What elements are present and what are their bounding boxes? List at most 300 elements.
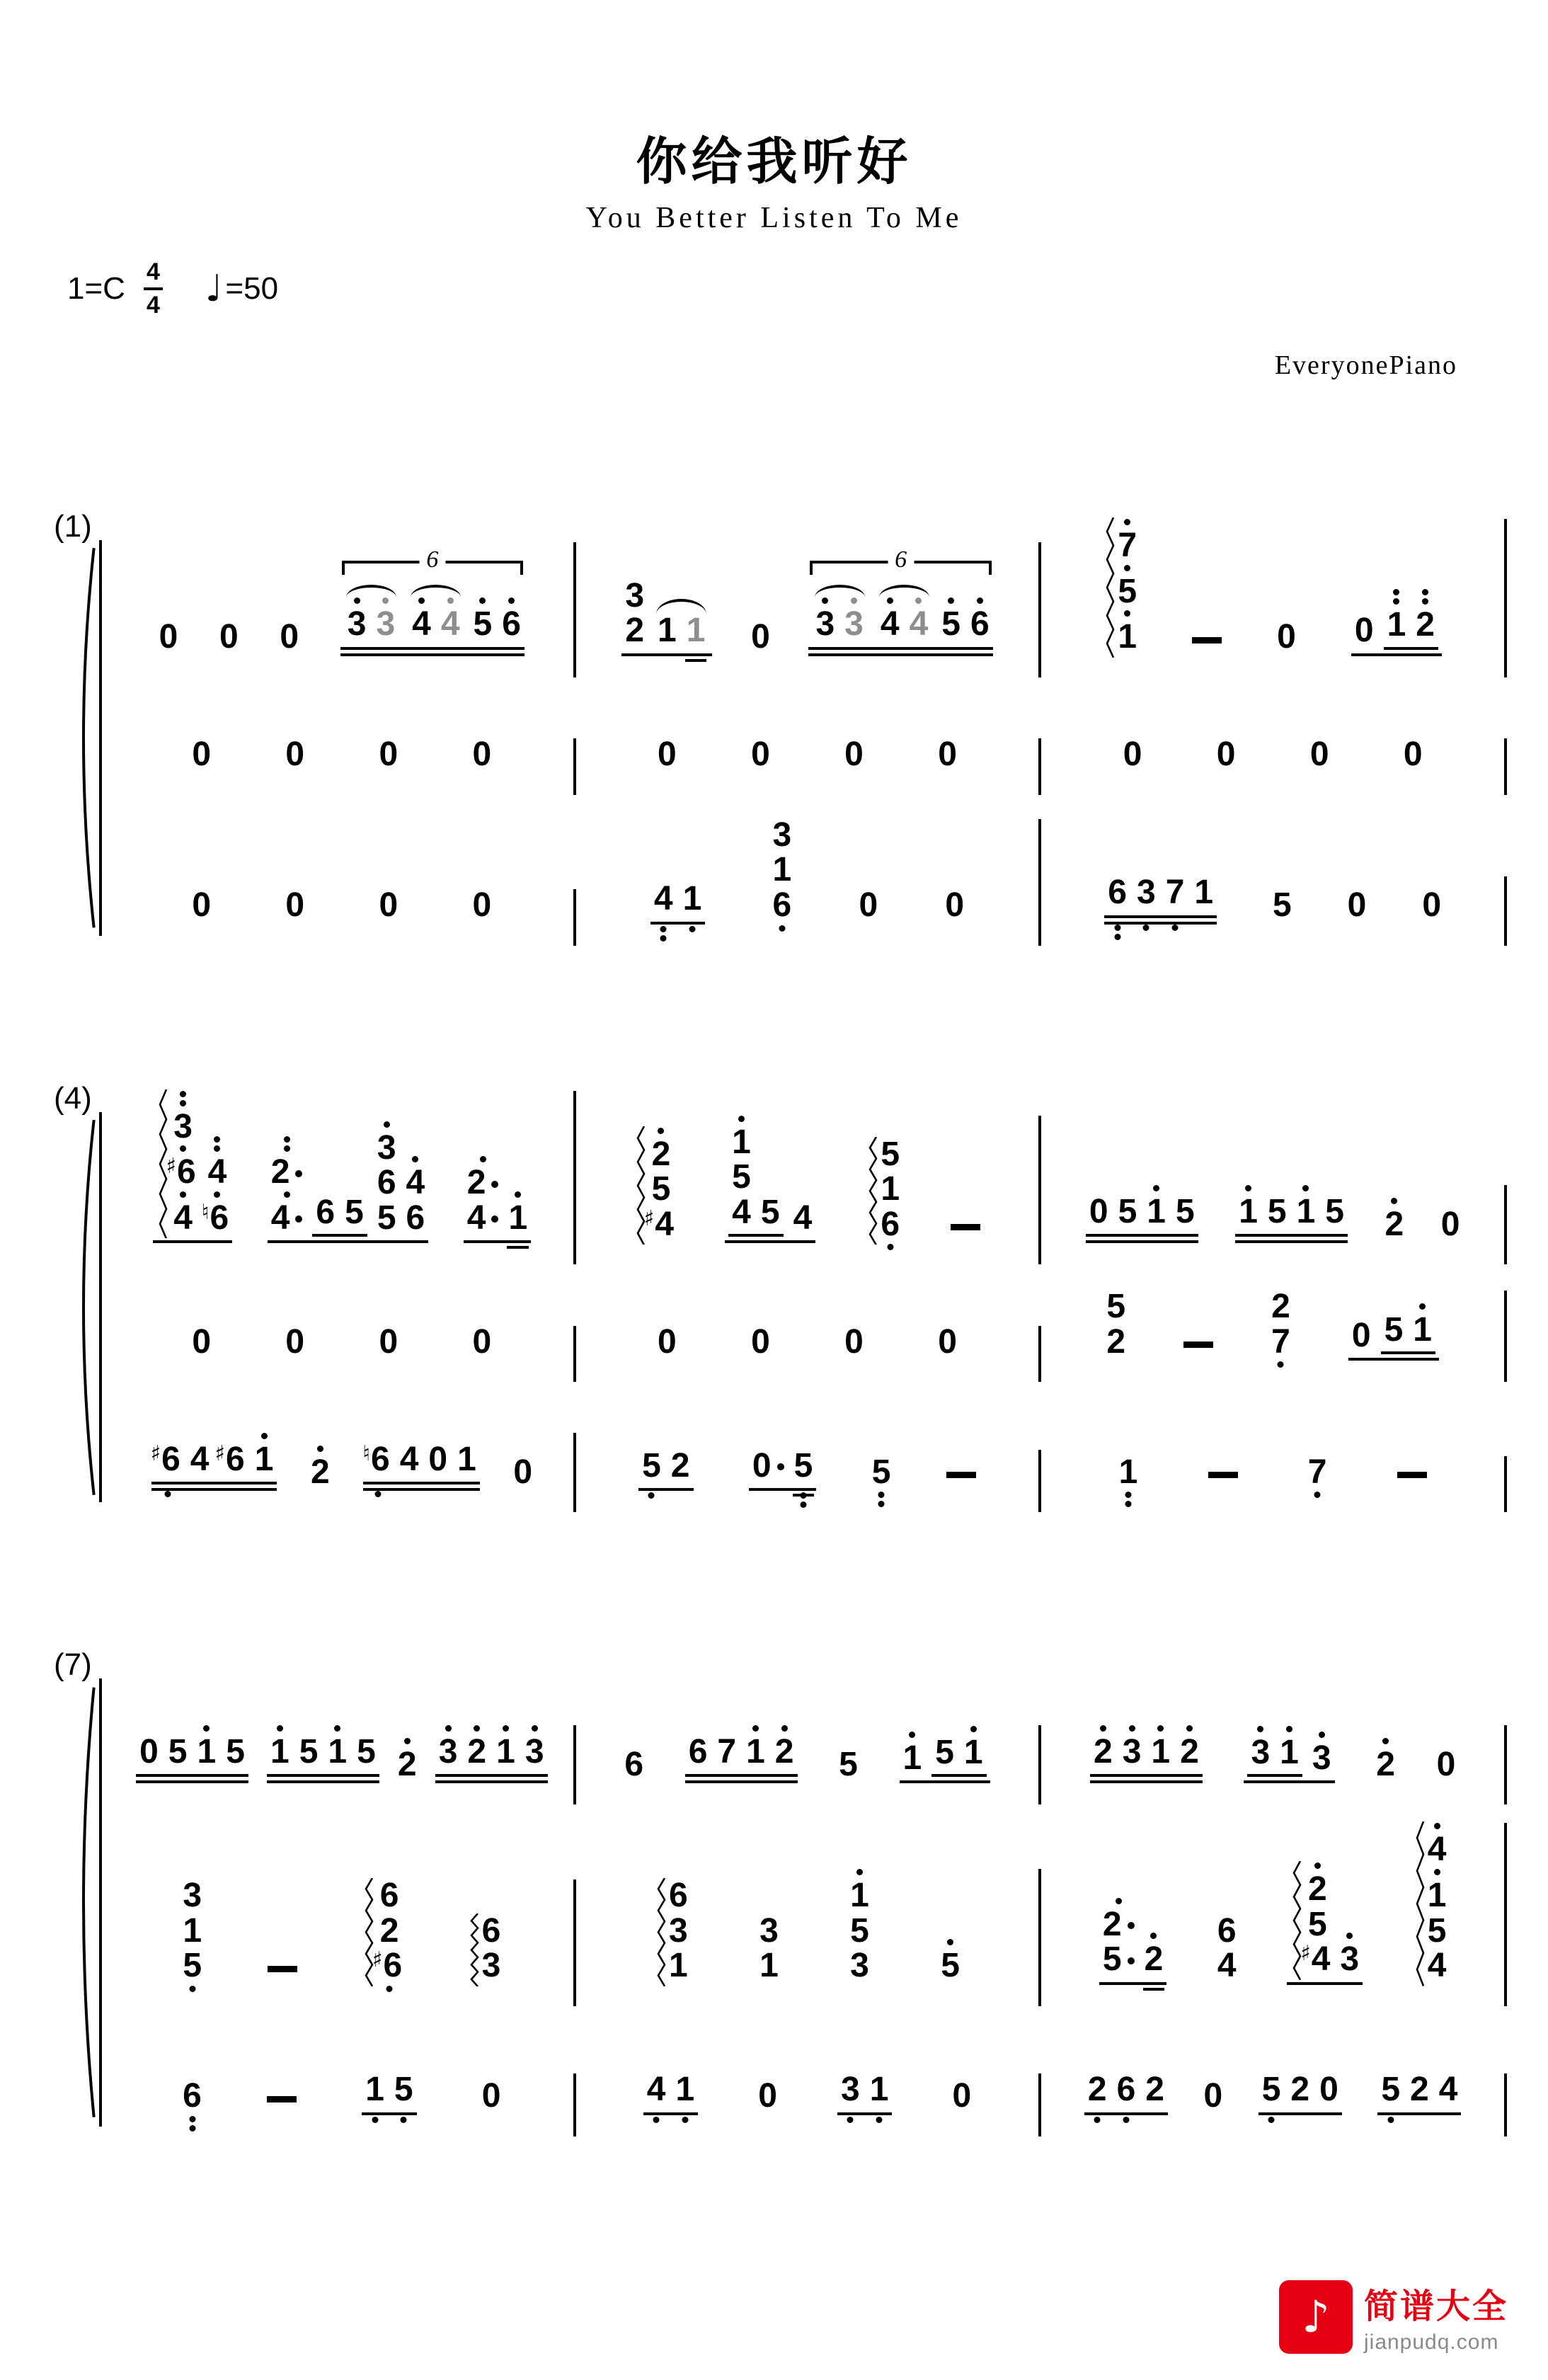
octave-dots-above — [1100, 1725, 1106, 1732]
note-number: 0 — [219, 618, 239, 656]
octave-dot — [1302, 1185, 1309, 1191]
rest-note — [938, 1322, 957, 1361]
note-figure — [624, 1745, 644, 1783]
note-figure — [1347, 886, 1367, 924]
octave-dot — [214, 1145, 220, 1152]
octave-dots-above — [1382, 1738, 1389, 1744]
note-figure — [1116, 2071, 1136, 2109]
chord — [625, 576, 645, 650]
octave-dot — [1129, 1725, 1135, 1732]
note — [1251, 1726, 1270, 1772]
octave-dots-above — [1302, 1185, 1309, 1191]
note-number: 4 — [880, 605, 900, 643]
note-number: 7 — [1165, 873, 1185, 911]
rest-note — [1277, 618, 1296, 656]
beam-group — [153, 1091, 233, 1244]
note-number: 5 — [1118, 572, 1137, 610]
note — [299, 1732, 319, 1771]
octave-dot — [887, 1244, 893, 1250]
rest-note — [379, 886, 399, 925]
octave-dots-above — [382, 597, 389, 604]
note-number: 1 — [1413, 1310, 1432, 1349]
note-figure — [945, 886, 965, 924]
dash-note — [1208, 1472, 1238, 1478]
note-number: 5 — [1175, 1192, 1195, 1230]
note-number: 0 — [481, 2077, 501, 2115]
note-figure — [938, 1322, 957, 1361]
watermark — [1279, 2279, 1508, 2355]
octave-dot — [401, 2117, 407, 2123]
dash-note — [267, 2096, 297, 2102]
octave-dot — [1114, 934, 1120, 940]
note-figure — [648, 1128, 674, 1171]
measure — [576, 2073, 1042, 2136]
note-number: 5 — [1427, 1911, 1447, 1950]
octave-dot — [970, 1726, 977, 1732]
note-figure — [357, 1732, 376, 1770]
note-figure — [625, 576, 645, 614]
note-figure — [669, 1947, 688, 1985]
octave-dot — [977, 597, 983, 604]
arranger-credit: EveryonePiano — [1274, 350, 1457, 380]
note-figure — [688, 1732, 708, 1770]
note-figure — [1280, 1726, 1299, 1769]
rest-note — [285, 886, 305, 925]
octave-dots-above — [1346, 1933, 1353, 1939]
middle-voice-line — [110, 696, 1507, 795]
octave-dot — [781, 1725, 788, 1732]
note-figure — [1312, 1732, 1331, 1775]
note-figure — [844, 597, 864, 641]
octave-dots-above — [1124, 610, 1130, 617]
note — [316, 1193, 336, 1232]
note-number: 0 — [472, 886, 492, 924]
note-figure — [1427, 1947, 1447, 1985]
note-figure — [881, 1205, 900, 1243]
tuplet-number: 6 — [888, 547, 914, 573]
note-number: 4 — [1217, 1947, 1237, 1985]
accidental-icon: ♮ — [201, 1199, 210, 1225]
octave-dot — [532, 1725, 538, 1732]
note-figure — [1267, 1192, 1287, 1230]
note-number: 1 — [902, 1739, 922, 1777]
note-figure — [513, 1453, 533, 1491]
beam-group — [136, 1725, 248, 1784]
octave-dots-above — [851, 597, 857, 604]
rest-note — [280, 618, 299, 656]
note-figure — [508, 1191, 527, 1235]
chord — [1271, 1288, 1290, 1361]
note — [328, 1725, 347, 1771]
octave-dots-above — [503, 1725, 509, 1732]
note-figure — [815, 597, 835, 641]
measure — [110, 2073, 576, 2136]
note-figure — [1273, 886, 1292, 924]
octave-dots-above — [1319, 1732, 1325, 1738]
note-number: 1 — [669, 1947, 688, 1985]
note-figure — [192, 736, 212, 774]
note-figure — [1305, 1863, 1330, 1906]
note-figure — [648, 1170, 674, 1208]
note-figure — [439, 1725, 458, 1768]
note-number: 0 — [1347, 886, 1367, 924]
accidental-icon: ♯ — [166, 1154, 177, 1179]
octave-dot — [372, 2117, 378, 2123]
octave-dot — [1286, 1726, 1292, 1732]
measure — [1041, 519, 1507, 677]
note — [1145, 1933, 1164, 1979]
note-figure — [751, 736, 770, 774]
note-figure — [642, 1446, 661, 1484]
note-number: 1 — [1147, 1192, 1166, 1230]
tuplet-number: 6 — [419, 547, 445, 573]
system-brace — [69, 1678, 98, 2126]
note-figure — [270, 1725, 289, 1768]
beam-group — [1084, 2073, 1168, 2115]
note-figure — [271, 1191, 303, 1235]
beam-group — [749, 1446, 816, 1492]
note — [183, 2077, 202, 2115]
note-figure — [285, 1322, 305, 1361]
note-figure — [1300, 1940, 1331, 1979]
note-figure — [190, 1440, 210, 1478]
note-figure — [271, 1136, 303, 1189]
note-figure — [1354, 612, 1374, 650]
note-number: 3 — [1136, 873, 1156, 911]
dash-note — [1192, 637, 1222, 643]
measure — [1041, 738, 1507, 795]
octave-dot — [752, 1725, 759, 1732]
beam-group — [464, 1156, 531, 1243]
note — [687, 614, 706, 650]
octave-dot — [876, 2117, 883, 2123]
augmentation-dot — [295, 1170, 302, 1177]
note-number: 6 — [1108, 873, 1127, 911]
octave-dots-above — [418, 597, 425, 604]
note — [1439, 2073, 1458, 2109]
octave-dot — [948, 597, 954, 604]
note-number: 0 — [1089, 1192, 1108, 1230]
note — [1108, 873, 1127, 912]
system — [54, 509, 1507, 946]
note-figure — [670, 1446, 690, 1484]
note-number: 1 — [682, 879, 702, 917]
chord — [881, 1135, 900, 1244]
octave-dot — [1391, 1198, 1397, 1204]
chord — [1118, 519, 1137, 656]
octave-dots-above — [1391, 1198, 1397, 1204]
note-figure — [1251, 1726, 1270, 1769]
note — [399, 1440, 419, 1479]
quarter-note-icon: ♩ — [205, 268, 223, 310]
beam-group — [362, 1440, 480, 1492]
chord — [372, 1876, 403, 1985]
note — [474, 597, 493, 643]
note-number: 1 — [675, 2071, 695, 2109]
octave-dot — [375, 1491, 382, 1497]
chord — [772, 816, 792, 925]
rest-note — [658, 1322, 677, 1361]
note-number: 0 — [1436, 1745, 1456, 1783]
octave-dot — [653, 2117, 660, 2123]
note-figure — [964, 1726, 983, 1769]
octave-dots-above — [909, 1732, 915, 1738]
note-number: 4 — [270, 1198, 290, 1237]
note-number: 1 — [270, 1732, 289, 1770]
octave-dots-above — [214, 1136, 220, 1152]
note-figure — [1413, 1303, 1432, 1349]
octave-dots-below — [1125, 1492, 1131, 1507]
dash-note — [951, 1224, 980, 1230]
beam-group — [1381, 1303, 1435, 1355]
note-number: 3 — [347, 605, 367, 643]
octave-dots-below — [887, 1244, 893, 1250]
note — [1165, 873, 1185, 912]
octave-dots-below — [1387, 2117, 1394, 2123]
note-number: 1 — [1296, 1192, 1316, 1230]
octave-dots-above — [1153, 1185, 1159, 1191]
measure — [110, 1876, 576, 2006]
key-signature-row — [67, 256, 1481, 321]
octave-dots-below — [1278, 1361, 1284, 1368]
octave-dot — [284, 1136, 290, 1143]
note — [1410, 2073, 1429, 2109]
note-number: 1 — [365, 2071, 384, 2109]
octave-dot — [284, 1145, 290, 1152]
note-figure — [732, 1193, 751, 1231]
beam-group — [435, 1725, 548, 1784]
system — [54, 1080, 1507, 1513]
note-number: 0 — [428, 1440, 448, 1478]
note-number: 1 — [197, 1732, 217, 1770]
note-number: 1 — [1387, 606, 1406, 644]
note-figure — [311, 1446, 330, 1489]
note — [658, 614, 677, 650]
octave-dots-above — [887, 597, 893, 604]
bass-line — [110, 2030, 1507, 2136]
note-number: 0 — [952, 2077, 972, 2115]
note-figure — [1106, 1322, 1126, 1361]
octave-dot — [1434, 1823, 1440, 1829]
note — [226, 1732, 245, 1771]
note — [647, 2073, 666, 2109]
note — [362, 1440, 390, 1479]
note-number: 2 — [311, 1453, 330, 1491]
octave-dot — [660, 935, 667, 942]
octave-dots-above — [752, 1725, 759, 1732]
note-figure — [1194, 873, 1214, 911]
octave-dots-below — [401, 2117, 407, 2123]
note — [970, 597, 990, 643]
note-figure — [377, 1911, 402, 1950]
note-number: 0 — [192, 1322, 212, 1361]
rest-note — [658, 738, 677, 774]
note-figure — [472, 736, 492, 774]
note-number: 1 — [328, 1732, 348, 1770]
rest-note — [938, 738, 957, 774]
note-number: 0 — [1354, 612, 1374, 650]
octave-dot — [386, 1986, 393, 1992]
octave-dot — [445, 1725, 452, 1732]
system-barline — [99, 1112, 102, 1503]
note-number: 4 — [653, 879, 673, 917]
note-number: 3 — [1122, 1732, 1142, 1770]
note-figure — [669, 1911, 688, 1950]
note-figure — [1180, 1725, 1199, 1768]
octave-dot — [382, 597, 389, 604]
octave-dot — [1125, 1501, 1131, 1507]
note-number: 4 — [399, 1440, 419, 1478]
site-name: 简谱大全 — [1363, 2288, 1508, 2325]
rest-note — [1440, 1205, 1460, 1244]
note — [1273, 886, 1292, 925]
note-figure — [910, 597, 929, 641]
note-number: 2 — [1376, 1745, 1395, 1783]
octave-dots-above — [532, 1725, 538, 1732]
note-number: 2 — [270, 1153, 290, 1191]
note-figure — [1428, 1869, 1447, 1912]
measure — [110, 1725, 576, 1805]
note-figure — [1102, 1940, 1135, 1979]
note-number: 0 — [1277, 618, 1296, 656]
note-number: 5 — [394, 2071, 413, 2109]
note-number: 0 — [658, 736, 677, 774]
octave-dots-above — [977, 597, 983, 604]
accidental-icon: ♯ — [150, 1441, 161, 1466]
note-number: 2 — [466, 1164, 486, 1202]
note-number: 6 — [624, 1745, 644, 1783]
middle-voice-line — [110, 1283, 1507, 1382]
measure — [1041, 873, 1507, 946]
octave-dot — [354, 597, 360, 604]
note-figure — [1290, 2071, 1310, 2109]
octave-dot — [1150, 1933, 1157, 1939]
note — [775, 1725, 794, 1771]
note-figure — [844, 1322, 864, 1361]
rest-note — [379, 1322, 399, 1361]
augmentation-dot — [295, 1215, 302, 1223]
chord — [166, 1091, 196, 1237]
note-figure — [1387, 589, 1406, 644]
octave-dots-above — [284, 1191, 290, 1198]
note-figure — [841, 2071, 860, 2109]
beam-group — [1287, 1863, 1363, 1985]
note-figure — [316, 1193, 336, 1231]
octave-dots-above — [261, 1433, 268, 1439]
note-figure — [376, 597, 395, 641]
note-figure — [365, 2071, 384, 2109]
rest-note — [219, 618, 239, 656]
note — [793, 1446, 813, 1485]
note-figure — [201, 1191, 229, 1237]
octave-dots-above — [1129, 1725, 1135, 1732]
octave-dot — [214, 1136, 220, 1143]
octave-dot — [1422, 589, 1428, 595]
note — [1290, 2073, 1309, 2109]
note-number: 3 — [850, 1947, 869, 1985]
note-number: 1 — [1280, 1733, 1299, 1771]
note-number: 1 — [1151, 1732, 1171, 1770]
note — [525, 1725, 544, 1771]
octave-dot — [660, 926, 667, 932]
augmentation-dot — [491, 1181, 498, 1188]
measure — [110, 1433, 576, 1513]
octave-dots-above — [277, 1725, 283, 1732]
note-figure — [166, 1145, 196, 1191]
octave-dots-above — [856, 1869, 863, 1875]
octave-dots-above — [180, 1145, 186, 1152]
octave-dots-above — [1419, 1303, 1426, 1310]
beam-group — [1086, 1185, 1198, 1244]
note-figure — [1297, 1185, 1316, 1228]
octave-dot — [418, 597, 425, 604]
note-figure — [952, 2077, 972, 2115]
augmentation-dot — [1128, 1922, 1135, 1929]
note-figure — [348, 597, 367, 641]
octave-dots-above — [1150, 1933, 1157, 1939]
measure — [110, 738, 576, 795]
time-signature — [144, 258, 163, 319]
octave-dot — [1419, 1303, 1426, 1310]
measure — [1041, 1725, 1507, 1805]
note-number: 2 — [1290, 2071, 1310, 2109]
chord — [406, 1156, 425, 1237]
note — [398, 1738, 417, 1784]
octave-dots-below — [1143, 925, 1149, 931]
system-brace — [69, 1112, 98, 1503]
note-number: 4 — [655, 1205, 675, 1243]
beam-group — [621, 576, 712, 656]
note-figure — [377, 1121, 396, 1165]
note — [670, 1446, 690, 1485]
beam-group — [312, 1193, 367, 1237]
octave-dot — [689, 926, 695, 932]
rest-note — [1123, 738, 1142, 774]
note-number: 0 — [1440, 1205, 1460, 1243]
octave-dots-below — [386, 1986, 393, 1992]
octave-dot — [180, 1191, 186, 1198]
note-number: 0 — [938, 1322, 957, 1361]
note-figure — [752, 1446, 784, 1484]
note-number: 4 — [466, 1198, 486, 1237]
note-number: 0 — [658, 1322, 677, 1361]
measure — [110, 886, 576, 946]
note-number: 1 — [772, 851, 792, 889]
rest-note — [751, 738, 770, 774]
octave-dot — [878, 1492, 885, 1498]
note-figure — [1108, 873, 1127, 911]
augmentation-dot — [1128, 1957, 1135, 1964]
octave-dots-below — [1314, 1492, 1321, 1498]
octave-dot — [822, 597, 828, 604]
octave-dot — [1382, 1738, 1389, 1744]
octave-dots-above — [1314, 1863, 1321, 1869]
note-figure — [159, 618, 178, 656]
note-figure — [1145, 2071, 1164, 2109]
note-number: 2 — [1416, 606, 1435, 644]
note-number: 1 — [254, 1440, 274, 1478]
chord — [271, 1136, 303, 1237]
note-figure — [1376, 1738, 1395, 1781]
octave-dot — [447, 597, 454, 604]
slur-group — [654, 614, 709, 650]
measure — [576, 816, 1042, 946]
note-figure — [183, 1911, 202, 1950]
note-number: 2 — [1145, 2071, 1164, 2109]
note-number: 3 — [524, 1732, 544, 1770]
octave-dot — [1422, 598, 1428, 605]
note — [1385, 1198, 1404, 1244]
